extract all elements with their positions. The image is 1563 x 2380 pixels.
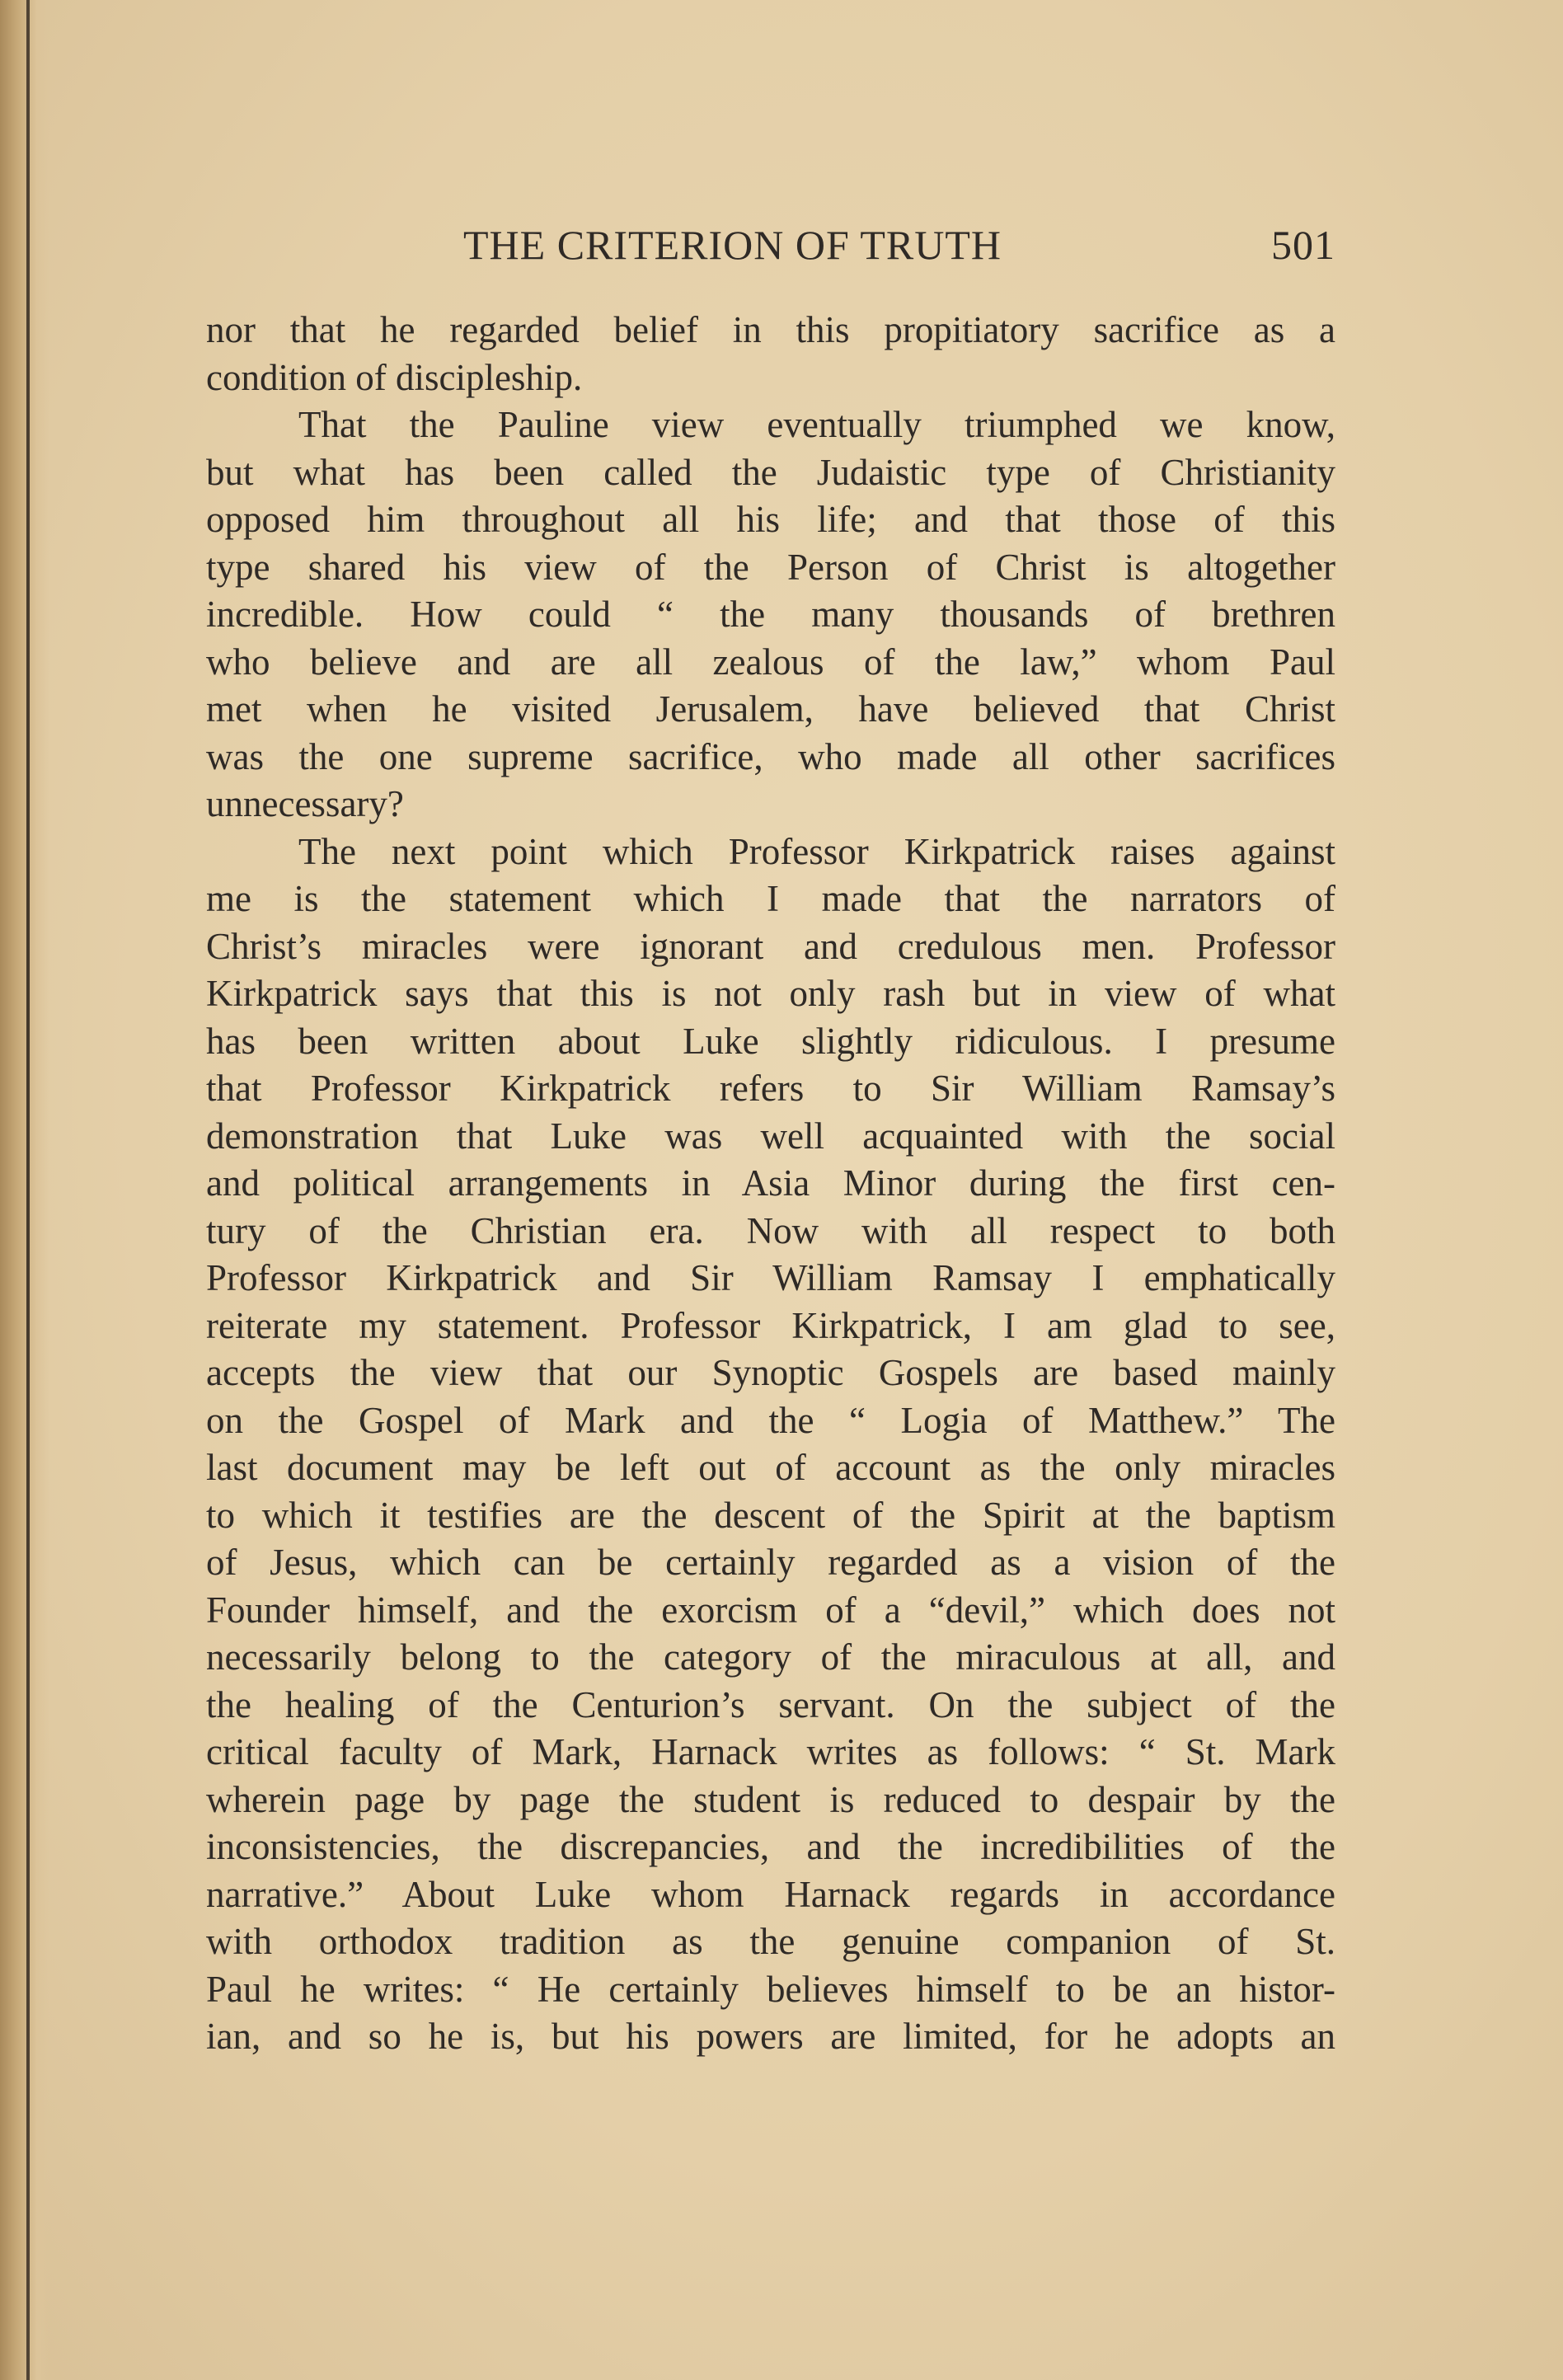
- gutter-edge: [26, 0, 30, 2380]
- text-line: on the Gospel of Mark and the “ Logia of Matthew.” The: [206, 1399, 1335, 1441]
- running-header: [206, 221, 1335, 279]
- text-line: Christ’s miracles were ignorant and credulous men. Professor: [206, 925, 1335, 967]
- text-line: of Jesus, which can be certainly regarded as a vision of the: [206, 1542, 1335, 1583]
- text-line: who believe and are all zealous of the law,” whom Paul: [206, 641, 1335, 683]
- text-line: type shared his view of the Person of Christ is altogether: [206, 546, 1335, 588]
- text-line: was the one supreme sacrifice, who made all other sacrifices: [206, 735, 1335, 777]
- text-line: has been written about Luke slightly ridiculous. I presume: [206, 1020, 1335, 1062]
- text-line: condition of discipleship.: [206, 356, 583, 398]
- text-line: ian, and so he is, but his powers are limited, for he adopts an: [206, 2016, 1335, 2057]
- book-gutter-shadow: [0, 0, 49, 2380]
- text-line: with orthodox tradition as the genuine companion of St.: [206, 1921, 1335, 1962]
- text-line: critical faculty of Mark, Harnack writes as follows: “ St. Mark: [206, 1731, 1335, 1772]
- body-text: [206, 307, 1335, 2061]
- page-number: 501: [1271, 222, 1335, 268]
- text-line: incredible. How could “ the many thousands of brethren: [206, 594, 1335, 635]
- text-line: met when he visited Jerusalem, have believed that Christ: [206, 688, 1335, 730]
- text-line: necessarily belong to the category of the miraculous at all, and: [206, 1636, 1335, 1678]
- text-line: reiterate my statement. Professor Kirkpatrick, I am glad to see,: [206, 1304, 1335, 1346]
- text-line: accepts the view that our Synoptic Gospels are based mainly: [206, 1352, 1335, 1393]
- text-line: demonstration that Luke was well acquainted with the social: [206, 1115, 1335, 1157]
- text-line: to which it testifies are the descent of the Spirit at the baptism: [206, 1494, 1335, 1536]
- text-line: inconsistencies, the discrepancies, and the incredibilities of the: [206, 1826, 1335, 1867]
- text-line: The next point which Professor Kirkpatrick raises against: [298, 830, 1335, 872]
- text-line: wherein page by page the student is reduced to despair by the: [206, 1778, 1335, 1820]
- text-line: the healing of the Centurion’s servant. On the subject of the: [206, 1683, 1335, 1725]
- text-line: me is the statement which I made that the narrators of: [206, 878, 1335, 919]
- text-line: narrative.” About Luke whom Harnack regards in accordance: [206, 1873, 1335, 1915]
- text-line: Kirkpatrick says that this is not only rash but in view of what: [206, 973, 1335, 1014]
- text-line: but what has been called the Judaistic type of Christianity: [206, 451, 1335, 493]
- text-line: nor that he regarded belief in this propitiatory sacrifice as a: [206, 309, 1335, 350]
- text-line: unnecessary?: [206, 783, 404, 824]
- text-line: Professor Kirkpatrick and Sir William Ramsay I emphatically: [206, 1257, 1335, 1298]
- text-line: That the Pauline view eventually triumphed we know,: [298, 404, 1335, 445]
- text-line: and political arrangements in Asia Minor during the first cen-: [206, 1162, 1335, 1204]
- text-line: opposed him throughout all his life; and that those of this: [206, 499, 1335, 540]
- text-line: tury of the Christian era. Now with all respect to both: [206, 1209, 1335, 1251]
- text-line: that Professor Kirkpatrick refers to Sir William Ramsay’s: [206, 1068, 1335, 1109]
- text-line: Paul he writes: “ He certainly believes himself to be an histor-: [206, 1968, 1335, 2010]
- running-title: THE CRITERION OF TRUTH: [463, 222, 1002, 268]
- text-line: last document may be left out of account as the only miracles: [206, 1447, 1335, 1488]
- text-line: Founder himself, and the exorcism of a “devil,” which does not: [206, 1589, 1335, 1631]
